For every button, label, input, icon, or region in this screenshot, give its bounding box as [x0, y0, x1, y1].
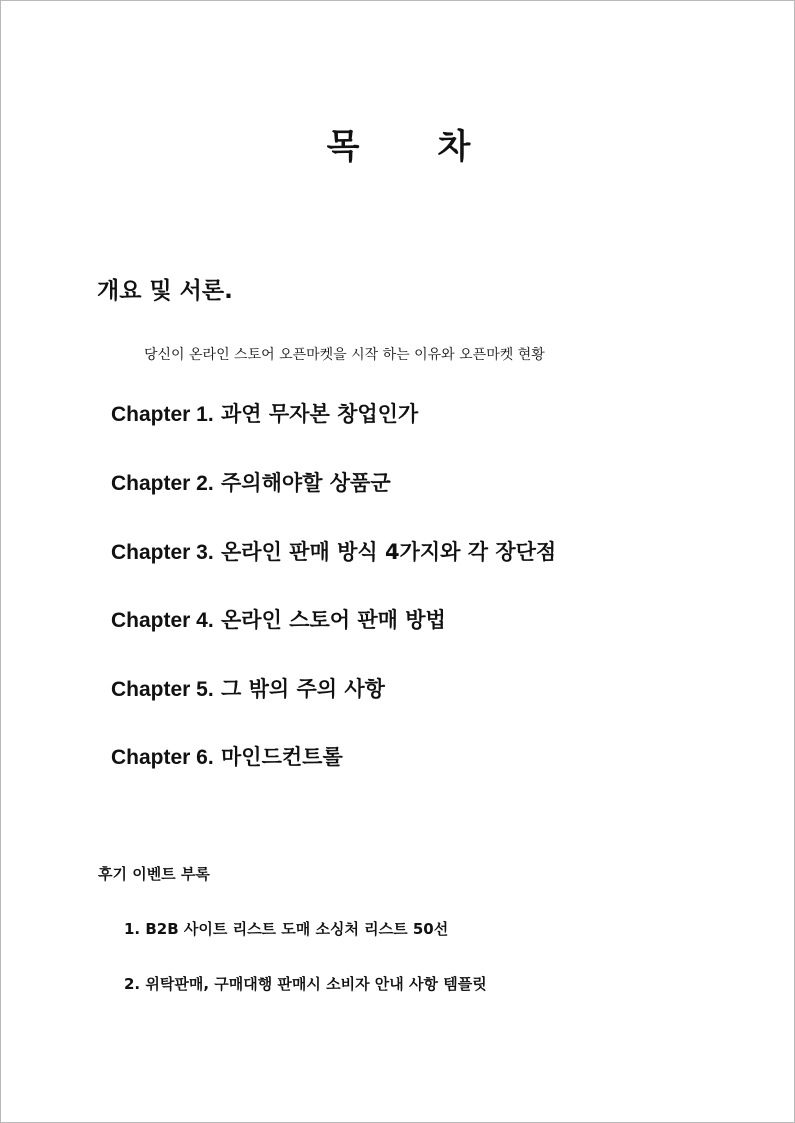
- chapter-2-label: Chapter 2.: [111, 472, 214, 495]
- overview-subtitle: 당신이 온라인 스토어 오픈마켓을 시작 하는 이유와 오픈마켓 현황: [144, 347, 545, 363]
- chapter-3-label: Chapter 3.: [111, 541, 214, 564]
- chapter-5-label: Chapter 5.: [111, 678, 214, 701]
- chapter-2-title: 주의해야할 상품군: [221, 471, 391, 495]
- chapter-5: [111, 673, 385, 703]
- chapter-4-title: 온라인 스토어 판매 방법: [221, 608, 446, 632]
- title-char-1: 목: [326, 127, 360, 167]
- chapter-2: [111, 467, 391, 497]
- chapter-4: [111, 604, 446, 634]
- chapter-1-label: Chapter 1.: [111, 403, 214, 426]
- chapter-3: [111, 536, 556, 566]
- chapter-6-label: Chapter 6.: [111, 746, 214, 769]
- chapter-1-title: 과연 무자본 창업인가: [221, 402, 419, 426]
- appendix-item-1: 1. B2B 사이트 리스트 도매 소싱처 리스트 50선: [124, 920, 449, 938]
- appendix-heading: 후기 이벤트 부록: [98, 865, 210, 883]
- chapter-1: [111, 398, 418, 428]
- chapter-6-title: 마인드컨트롤: [221, 745, 343, 769]
- title-char-2: 차: [437, 127, 471, 167]
- chapter-3-title: 온라인 판매 방식 4가지와 각 장단점: [221, 540, 557, 564]
- chapter-4-label: Chapter 4.: [111, 609, 214, 632]
- chapter-5-title: 그 밖의 주의 사항: [221, 677, 385, 701]
- chapter-6: [111, 741, 343, 771]
- page-title: [1, 119, 795, 168]
- overview-heading: 개요 및 서론.: [97, 278, 233, 304]
- appendix-item-2: 2. 위탁판매, 구매대행 판매시 소비자 안내 사항 템플릿: [124, 975, 487, 993]
